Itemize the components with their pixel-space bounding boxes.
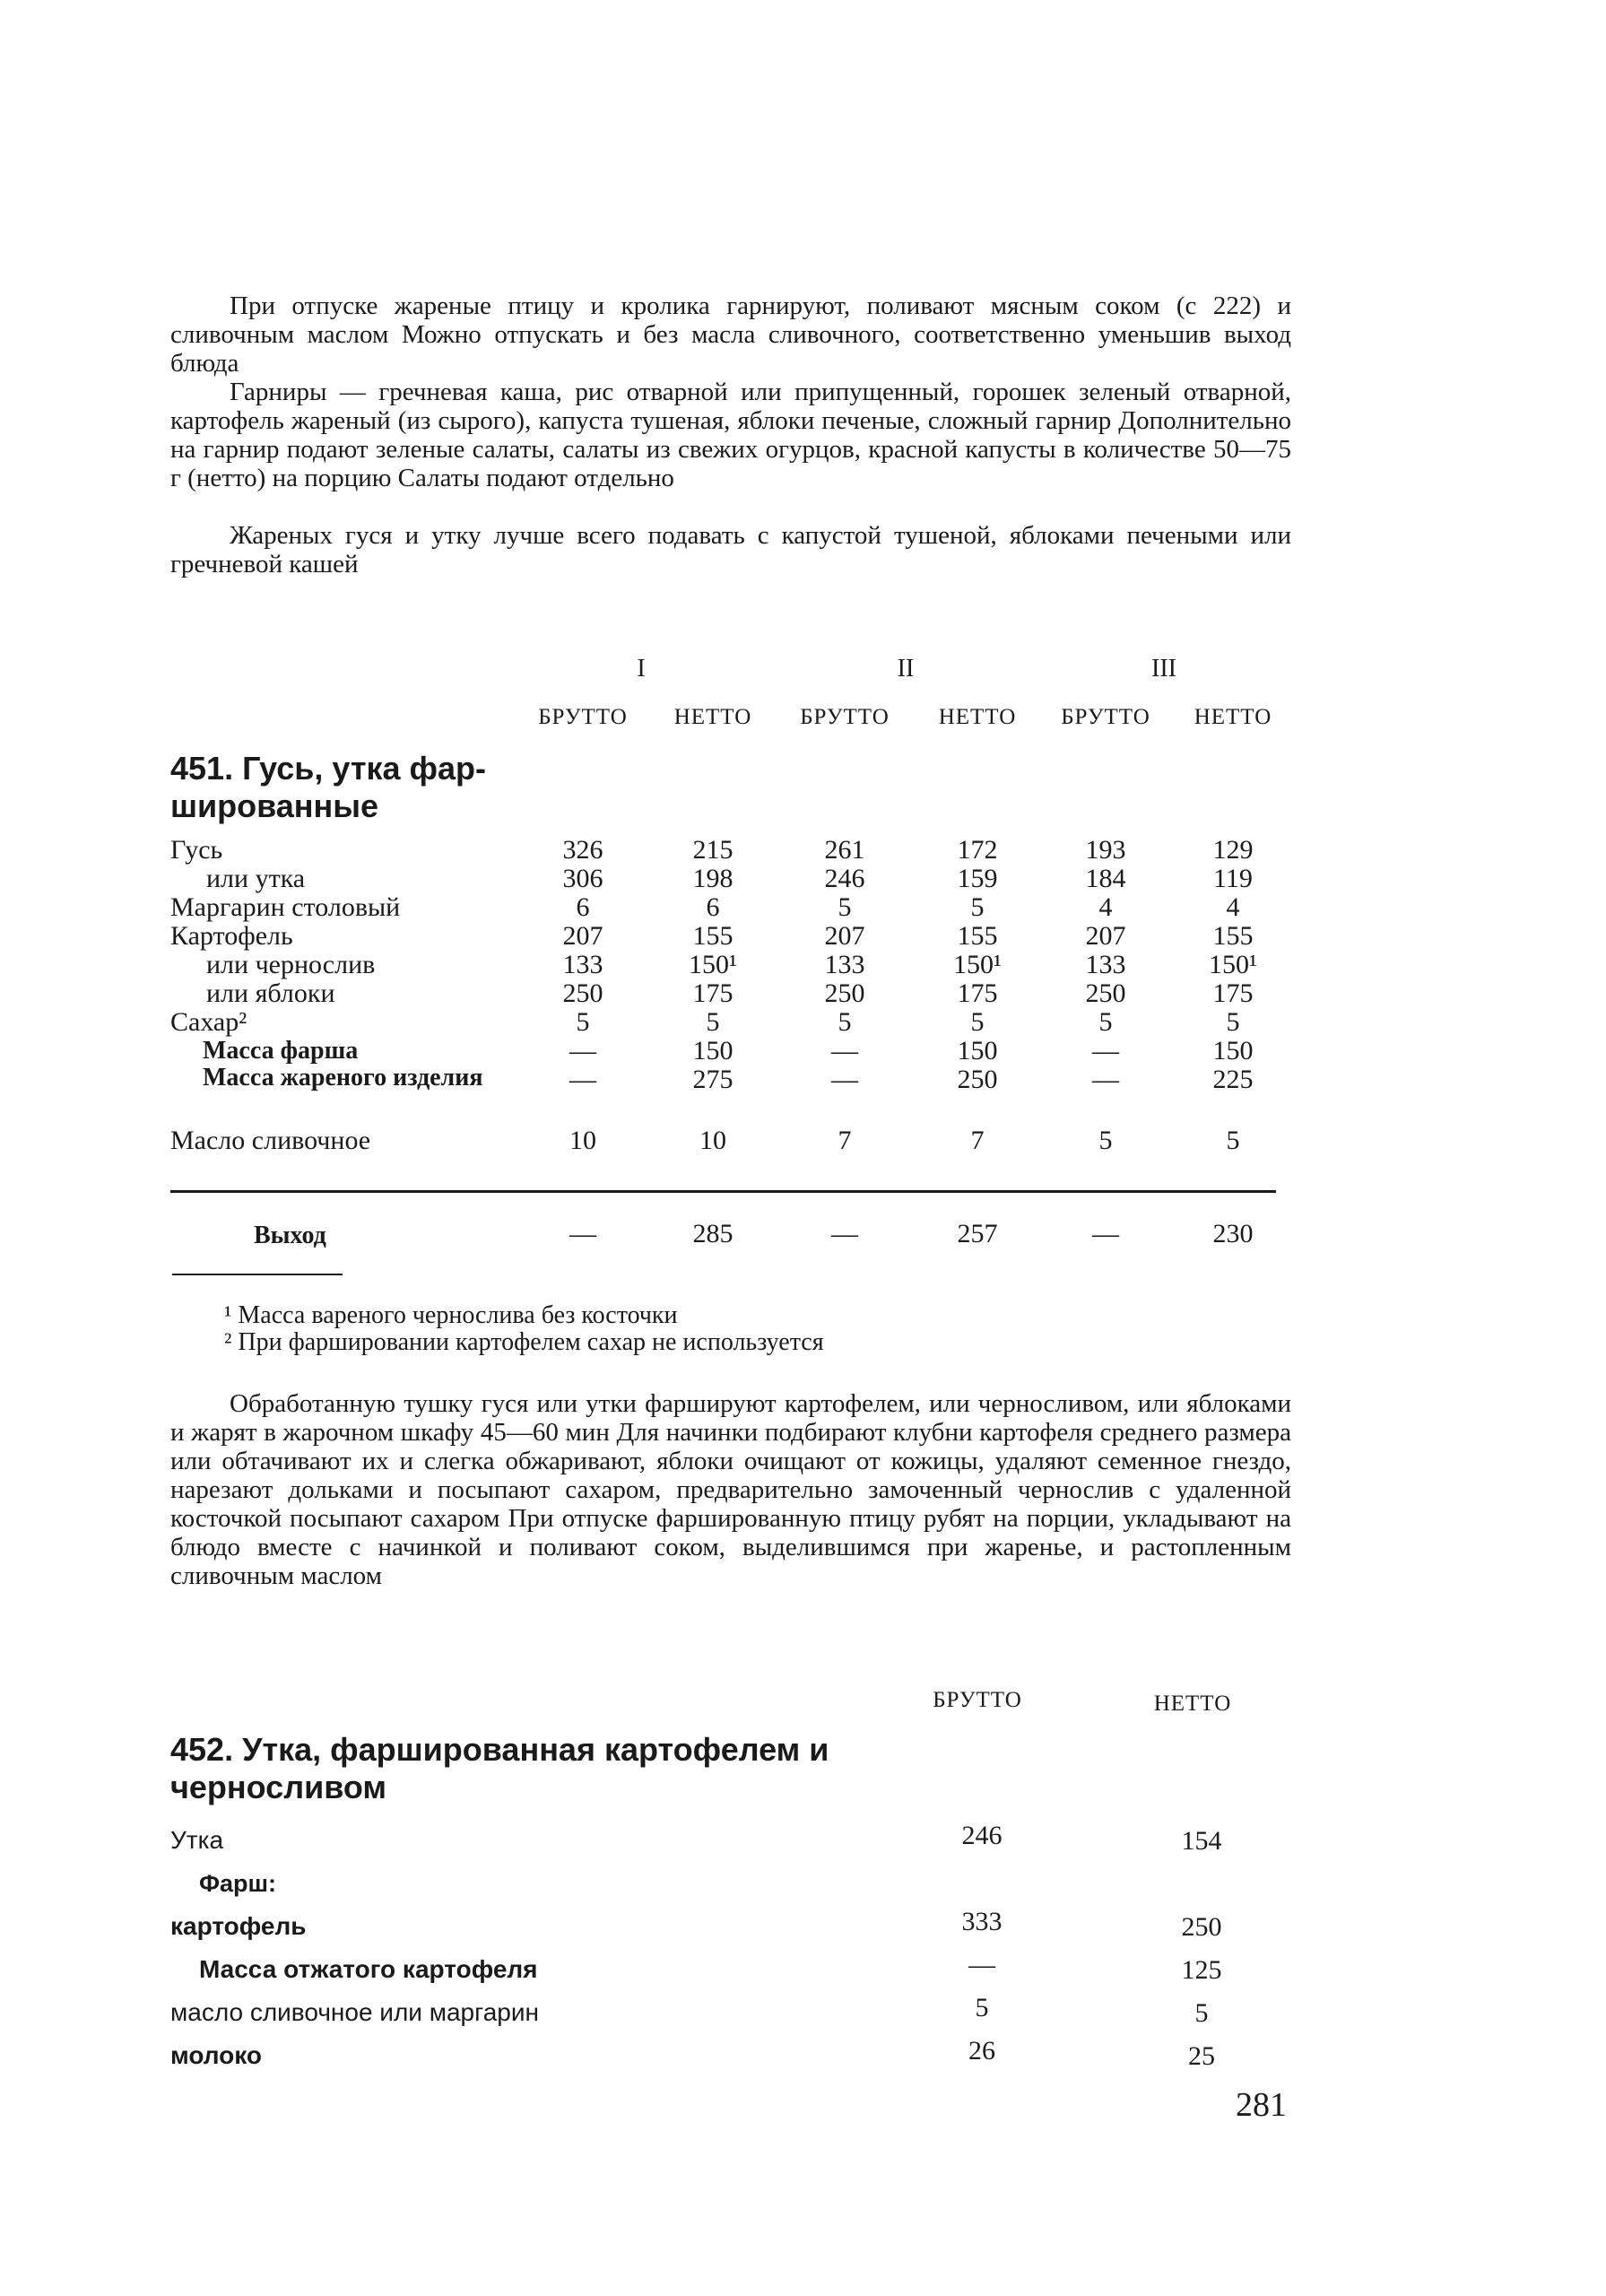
- recipe-452-title-line2: черносливом: [170, 1769, 386, 1805]
- cell-451-r8-c0: —: [569, 1065, 596, 1094]
- table-rule: [170, 1190, 1276, 1193]
- cell-451-r5-c4: 250: [1085, 978, 1126, 1008]
- cell-451-r3-c1: 155: [692, 921, 734, 951]
- cell-451-r0-c4: 193: [1085, 835, 1126, 865]
- cell-451-r5-c0: 250: [562, 978, 603, 1008]
- r452-col-header-netto: НЕТТО: [1153, 1692, 1232, 1716]
- cell-451-r0-c2: 261: [824, 835, 865, 865]
- cell-451-r3-c0: 207: [562, 921, 603, 951]
- cell-451-r1-c2: 246: [824, 864, 865, 893]
- row-label-margarine: Маргарин столовый: [170, 892, 401, 922]
- cell-451-r3-c4: 207: [1085, 921, 1126, 951]
- cell-451-r9-c5: 5: [1226, 1126, 1240, 1155]
- cell-452-r4-c1: 5: [1194, 1998, 1209, 2028]
- cell-451-r5-c3: 175: [957, 978, 998, 1008]
- cell-451-r8-c2: —: [831, 1065, 858, 1094]
- cell-451-r1-c4: 184: [1085, 864, 1126, 893]
- cell-452-r2-c1: 250: [1181, 1912, 1222, 1942]
- cell-451-r6-c2: 5: [838, 1007, 852, 1037]
- r452-label-stuffing: Фарш:: [199, 1870, 277, 1897]
- cell-451-r4-c3: 150¹: [953, 950, 1002, 979]
- cell-451-r1-c0: 306: [562, 864, 603, 893]
- cell-451-r9-c1: 10: [699, 1126, 726, 1155]
- cell-451-r7-c2: —: [831, 1036, 858, 1065]
- cell-451-r4-c0: 133: [562, 950, 603, 979]
- recipe-452-title-line1: 452. Утка, фаршированная картофелем и: [170, 1731, 829, 1768]
- cell-451-r3-c2: 207: [824, 921, 865, 951]
- cell-451-r7-c5: 150: [1212, 1036, 1254, 1065]
- cell-452-r3-c0: —: [968, 1950, 995, 1979]
- cell-451-r6-c4: 5: [1098, 1007, 1113, 1037]
- col-header-brutto-2: БРУТТО: [800, 705, 890, 729]
- row-label-prunes: или чернослив: [206, 950, 376, 979]
- cell-451-r6-c5: 5: [1226, 1007, 1240, 1037]
- cell-451-r7-c1: 150: [692, 1036, 734, 1065]
- cell-451-r8-c1: 275: [692, 1065, 734, 1094]
- cell-452-r0-c1: 154: [1181, 1826, 1222, 1856]
- cell-451-r6-c1: 5: [706, 1007, 720, 1037]
- cell-451-r0-c1: 215: [692, 835, 734, 865]
- cell-451-r9-c2: 7: [838, 1126, 852, 1155]
- footnote-1: ¹ Масса вареного чернослива без косточки: [224, 1301, 678, 1329]
- row-label-apples: или яблоки: [206, 978, 335, 1008]
- cell-451-r2-c1: 6: [706, 892, 720, 922]
- cell-451-r7-c3: 150: [957, 1036, 998, 1065]
- cell-451-r6-c3: 5: [970, 1007, 985, 1037]
- r452-label-milk: молоко: [170, 2041, 263, 2069]
- cell-451-r3-c3: 155: [957, 921, 998, 951]
- r452-label-pressed-potato: Масса отжатого картофеля: [199, 1955, 538, 1983]
- row-label-butter: Масло сливочное: [170, 1126, 371, 1155]
- cell-451-r9-c4: 5: [1098, 1126, 1113, 1155]
- yield-value-c1: 285: [692, 1219, 734, 1248]
- cell-451-r8-c3: 250: [957, 1065, 998, 1094]
- yield-value-c3: 257: [957, 1219, 998, 1248]
- col-header-brutto-1: БРУТТО: [538, 705, 628, 729]
- yield-value-c5: 230: [1212, 1219, 1254, 1248]
- cell-451-r1-c3: 159: [957, 864, 998, 893]
- intro-paragraph-1: При отпуске жареные птицу и кролика гарнируют, поливают мясным соком (с 222) и сливочным маслом Можно отпускать и без масла сливочного, соответственно уменьшив выход блюда: [170, 291, 1291, 378]
- cell-451-r0-c0: 326: [562, 835, 603, 865]
- cell-451-r0-c5: 129: [1212, 835, 1254, 865]
- cell-451-r5-c2: 250: [824, 978, 865, 1008]
- cell-451-r2-c0: 6: [576, 892, 590, 922]
- yield-value-c4: —: [1092, 1219, 1119, 1248]
- cell-451-r5-c1: 175: [692, 978, 734, 1008]
- cell-452-r5-c0: 26: [968, 2036, 995, 2066]
- r452-label-duck: Утка: [170, 1826, 224, 1854]
- cell-451-r8-c5: 225: [1212, 1065, 1254, 1094]
- cell-451-r6-c0: 5: [576, 1007, 590, 1037]
- row-label-potato: Картофель: [170, 921, 293, 951]
- cell-451-r8-c4: —: [1092, 1065, 1119, 1094]
- row-label-stuffing-mass: Масса фарша: [203, 1037, 359, 1065]
- yield-value-c0: —: [569, 1219, 596, 1248]
- cell-451-r2-c2: 5: [838, 892, 852, 922]
- cell-451-r4-c2: 133: [824, 950, 865, 979]
- row-label-duck: или утка: [206, 864, 306, 893]
- col-header-netto-2: НЕТТО: [938, 705, 1017, 729]
- intro-paragraph-3: Жареных гуся и утку лучше всего подавать с капустой тушеной, яблоками печеными или гречневой кашей: [170, 521, 1291, 578]
- footnote-rule: [172, 1274, 343, 1275]
- yield-label: Выход: [254, 1222, 326, 1249]
- r452-label-butter: масло сливочное или маргарин: [170, 1998, 539, 2026]
- cell-451-r5-c5: 175: [1212, 978, 1254, 1008]
- yield-value-c2: —: [831, 1219, 858, 1248]
- row-label-goose: Гусь: [170, 835, 223, 865]
- col-header-netto-1: НЕТТО: [673, 705, 752, 729]
- cell-451-r9-c3: 7: [970, 1126, 985, 1155]
- cell-451-r4-c1: 150¹: [689, 950, 737, 979]
- footnote-2: ² При фаршировании картофелем сахар не используется: [224, 1328, 824, 1356]
- cell-451-r3-c5: 155: [1212, 921, 1254, 951]
- recipe-451-title-line1: 451. Гусь, утка фар-: [170, 750, 487, 787]
- col-header-brutto-3: БРУТТО: [1061, 705, 1150, 729]
- r452-label-potato: картофель: [170, 1912, 307, 1940]
- cell-451-r7-c4: —: [1092, 1036, 1119, 1065]
- cell-451-r7-c0: —: [569, 1036, 596, 1065]
- cell-451-r2-c5: 4: [1226, 892, 1240, 922]
- recipe-451-title-line2: шированные: [170, 787, 379, 824]
- col-header-netto-3: НЕТТО: [1194, 705, 1272, 729]
- column-group-1: I: [637, 655, 646, 683]
- column-group-3: III: [1151, 655, 1176, 683]
- cell-452-r4-c0: 5: [975, 1993, 989, 2022]
- page-number: 281: [1236, 2086, 1287, 2124]
- cell-451-r9-c0: 10: [569, 1126, 596, 1155]
- cell-451-r2-c4: 4: [1098, 892, 1113, 922]
- cell-452-r3-c1: 125: [1181, 1955, 1222, 1985]
- cell-452-r2-c0: 333: [961, 1907, 1003, 1936]
- cell-451-r2-c3: 5: [970, 892, 985, 922]
- cell-452-r5-c1: 25: [1188, 2041, 1215, 2071]
- cell-451-r4-c5: 150¹: [1209, 950, 1257, 979]
- cell-451-r0-c3: 172: [957, 835, 998, 865]
- row-label-fried-mass: Масса жареного изделия: [203, 1064, 483, 1091]
- method-paragraph: Обработанную тушку гуся или утки фаршируют картофелем, или черносливом, или яблоками и жарят в жарочном шкафу 45—60 мин Для начинки подбирают клубни картофеля среднего размера или обтачивают их и слегка обжаривают, яблоки очищают от кожицы, удаляют семенное гнездо, нарезают дольками и посыпают сахаром, предварительно замоченный чернослив с удаленной косточкой посыпают сахаром При отпуске фаршированную птицу рубят на порции, укладывают на блюдо вместе с начинкой и поливают соком, выделившимся при жаренье, и растопленным сливочным маслом: [170, 1389, 1291, 1590]
- cell-451-r1-c1: 198: [692, 864, 734, 893]
- cell-452-r0-c0: 246: [961, 1821, 1003, 1850]
- r452-col-header-brutto: БРУТТО: [933, 1688, 1022, 1712]
- cell-451-r4-c4: 133: [1085, 950, 1126, 979]
- column-group-2: II: [897, 655, 915, 683]
- intro-paragraph-2: Гарниры — гречневая каша, рис отварной или припущенный, горошек зеленый отварной, картофель жареный (из сырого), капуста тушеная, яблоки печеные, сложный гарнир Дополнительно на гарнир подают зеленые салаты, салаты из свежих огурцов, красной капусты в количестве 50—75 г (нетто) на порцию Салаты подают отдельно: [170, 378, 1291, 492]
- cell-451-r1-c5: 119: [1213, 864, 1253, 893]
- row-label-sugar: Сахар²: [170, 1007, 247, 1037]
